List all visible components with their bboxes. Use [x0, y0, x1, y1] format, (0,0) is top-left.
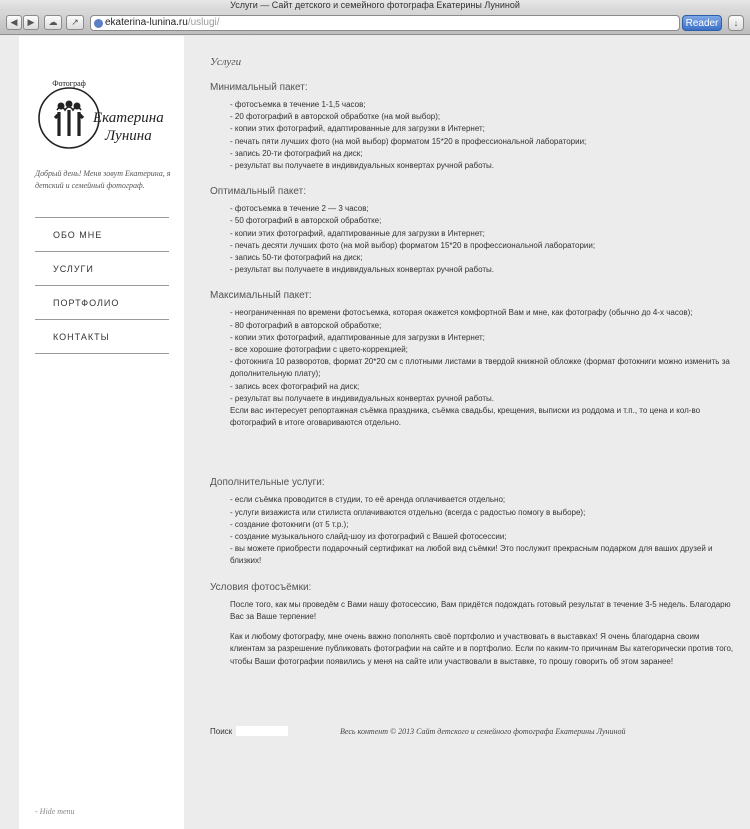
list-item: - результат вы получаете в индивидуальных конвертах ручной работы. [230, 265, 495, 275]
item-list [210, 494, 735, 567]
list-item: - фотосъемка в течение 2 — 3 часов; [230, 204, 369, 214]
paragraph: После того, как мы проведём с Вами нашу фотосессию, Вам придётся подождать готовый результат в течение 3-5 недель. Благодарю Вас за Ваше терпение! [230, 599, 731, 621]
logo-photographer-text: Фотограф [52, 79, 86, 88]
section-maximal [210, 290, 735, 429]
section-title: Условия фотосъёмки: [210, 581, 312, 593]
page-title: Услуги [210, 56, 242, 68]
item-list [210, 307, 735, 429]
nav-item-contacts[interactable]: КОНТАКТЫ [35, 320, 169, 354]
list-item: Если вас интересует репортажная съёмка праздника, съёмка свадьбы, крещения, выписки из роддома и т.п., то цена и кол-во фотографий в итоге оговариваются отдельно. [230, 406, 701, 428]
list-item: - запись 20-ти фотографий на диск; [230, 148, 363, 158]
list-item: - 20 фотографий в авторской обработке (на мой выбор); [230, 112, 441, 122]
address-domain: ekaterina-lunina.ru [105, 17, 188, 28]
list-item: - запись всех фотографий на диск; [230, 381, 360, 391]
search-label: Поиск [210, 727, 233, 736]
item-list [210, 99, 735, 172]
window-title: Услуги — Сайт детского и семейного фотографа Екатерины Луниной [0, 0, 750, 11]
section-title: Минимальный пакет: [210, 82, 308, 93]
list-item: - если съёмка проводится в студии, то её аренда оплачивается отдельно; [230, 495, 506, 505]
list-item: - печать десяти лучших фото (на мой выбор) форматом 15*20 в профессиональной лаборатории; [230, 240, 596, 250]
footer [210, 726, 735, 738]
greeting-text: Добрый день! Меня зовут Екатерина, я детский и семейный фотограф. [35, 169, 171, 190]
list-item: - запись 50-ти фотографий на диск; [230, 253, 363, 263]
nav-item-services[interactable]: УСЛУГИ [35, 252, 169, 286]
main-nav [35, 217, 169, 354]
section-optimal [210, 186, 735, 276]
copyright-text: Весь контент © 2013 Сайт детского и семейного фотографа Екатерины Луниной [340, 727, 626, 736]
list-item: - печать пяти лучших фото (на мой выбор) форматом 15*20 в профессиональной лаборатории; [230, 136, 587, 146]
list-item: - копии этих фотографий, адаптированные для загрузки в Интернет; [230, 124, 485, 134]
sidebar [19, 36, 184, 829]
address-path: /uslugi/ [187, 17, 220, 28]
list-item: - все хорошие фотографии с цвето-коррекцией; [230, 345, 408, 355]
list-item: - создание фотокниги (от 5 т.р.); [230, 519, 349, 529]
list-item: - копии этих фотографий, адаптированные для загрузки в Интернет; [230, 228, 485, 238]
logo[interactable] [35, 66, 175, 161]
search-input[interactable] [236, 726, 288, 736]
icloud-icon[interactable]: ☁ [44, 15, 62, 30]
section-title: Оптимальный пакет: [210, 186, 306, 198]
list-item: - фотокнига 10 разворотов, формат 20*20 см с плотными листами в твердой книжной обложке (формат фотокниги можно изменить за дополнительную плату); [230, 357, 730, 379]
downloads-icon[interactable]: ↓ [728, 15, 744, 31]
back-arrow-icon[interactable]: ◀ [6, 15, 22, 30]
reader-button[interactable]: Reader [682, 15, 722, 31]
list-item: - фотосъемка в течение 1-1,5 часов; [230, 100, 366, 109]
section-title: Дополнительные услуги: [210, 477, 325, 489]
list-item: - создание музыкального слайд-шоу из фотографий с Вашей фотосессии; [230, 532, 507, 542]
logo-name-2: Лунина [105, 128, 152, 144]
list-item: - неограниченная по времени фотосъемка, которая окажется комфортной Вам и мне, как фотографу (обычно до 4-х часов); [230, 308, 693, 318]
list-item: - вы можете приобрести подарочный сертификат на любой вид съёмки! Это послужит прекрасным подарком для ваших друзей и близких! [230, 544, 713, 566]
list-item: - копии этих фотографий, адаптированные для загрузки в Интернет; [230, 332, 485, 342]
logo-name-1: Екатерина [93, 110, 164, 126]
section-conditions [210, 582, 735, 668]
share-icon[interactable]: ↗ [66, 15, 84, 30]
list-item: - результат вы получаете в индивидуальных конвертах ручной работы. [230, 161, 495, 171]
main-content [184, 36, 741, 829]
nav-item-about[interactable]: ОБО МНЕ [35, 218, 169, 252]
hide-menu-link[interactable]: - Hide menu [35, 807, 75, 816]
list-item: - 50 фотографий в авторской обработке; [230, 216, 382, 226]
browser-toolbar [0, 11, 750, 35]
list-item: - 80 фотографий в авторской обработке; [230, 320, 382, 330]
forward-arrow-icon[interactable]: ▶ [23, 15, 39, 30]
section-minimal [210, 82, 735, 172]
paragraph: Как и любому фотографу, мне очень важно пополнять своё портфолио и участвовать в выставках! Я очень благодарна своим клиентам за разрешение публиковать фотографии на сайте и в портфолио. Если по каким-то причинам Вы категорически против того, чтобы Ваши фотографии появились у меня на сайте или участвовали в выставке, то прошу говорить об этом заранее! [230, 632, 734, 666]
section-title: Максимальный пакет: [210, 290, 312, 302]
nav-item-portfolio[interactable]: ПОРТФОЛИО [35, 286, 169, 320]
globe-icon [94, 19, 103, 28]
section-extra [210, 477, 735, 567]
list-item: - услуги визажиста или стилиста оплачиваются отдельно (всегда с радостью помогу в выборе); [230, 507, 586, 517]
address-bar[interactable] [90, 15, 680, 31]
list-item: - результат вы получаете в индивидуальных конвертах ручной работы. [230, 393, 495, 403]
page [0, 36, 750, 829]
item-list [210, 203, 735, 276]
